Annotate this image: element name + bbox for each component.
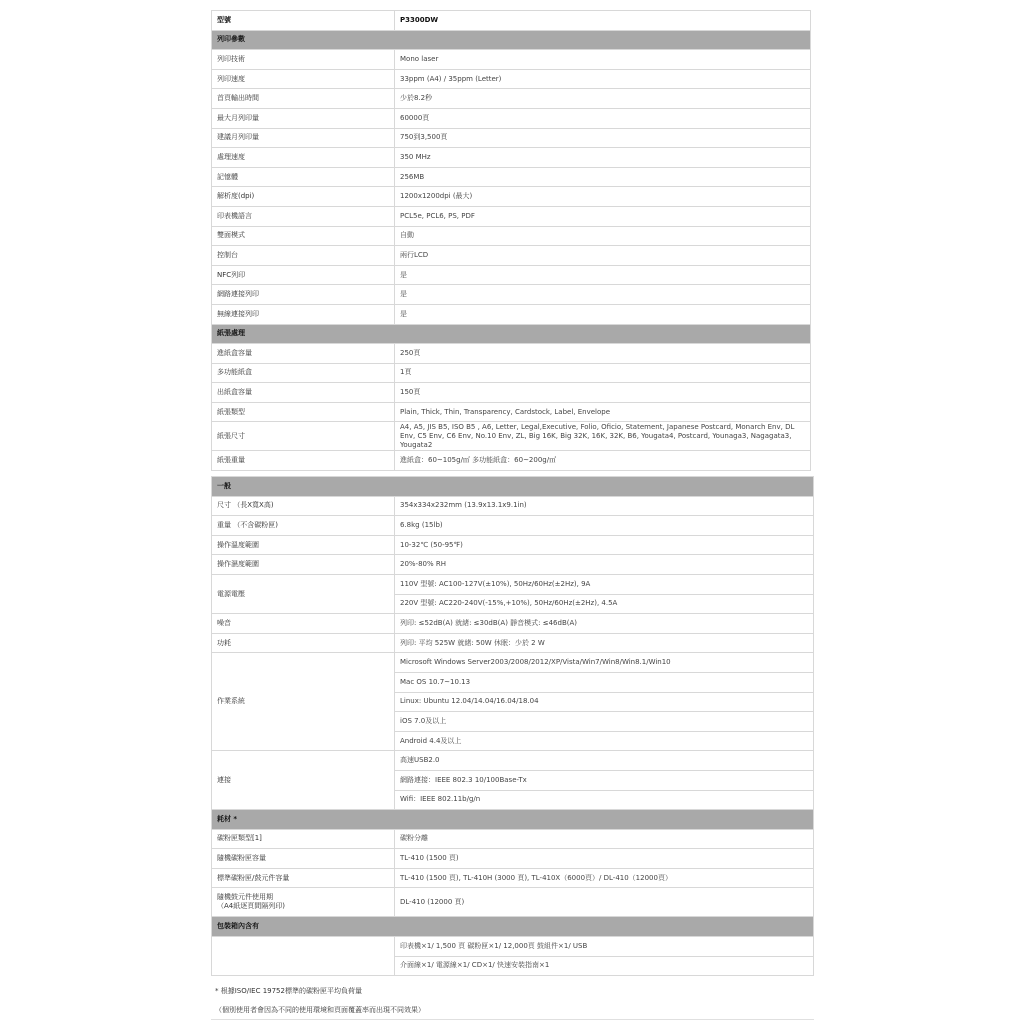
row-label: 記憶體 (212, 167, 395, 187)
section-header (212, 324, 811, 344)
row-value: Mono laser (395, 50, 811, 70)
table-row (212, 11, 811, 31)
row-value: DL-410 (12000 頁) (395, 888, 814, 917)
table-row (212, 363, 811, 383)
row-value: 6.8kg (15lb) (395, 516, 814, 536)
row-label: 進紙盒容量 (212, 344, 395, 364)
row-label: 無線連接列印 (212, 304, 395, 324)
table-row (212, 614, 814, 634)
row-label: 操作濕度範圍 (212, 555, 395, 575)
section-header (212, 477, 814, 497)
table-row (212, 574, 814, 594)
row-label: 標準碳粉匣/鼓元件容量 (212, 868, 395, 888)
row-value: 354x334x232mm (13.9x13.1x9.1in) (395, 496, 814, 516)
row-label: 操作溫度範圍 (212, 535, 395, 555)
drum-label-line-2: （A4紙逐頁間隔列印) (217, 902, 285, 911)
table-row (212, 265, 811, 285)
row-value: 256MB (395, 167, 811, 187)
row-value: 1200x1200dpi (最大) (395, 187, 811, 207)
spec-table-bottom (211, 476, 814, 976)
row-label: 重量 （不含碳粉匣) (212, 516, 395, 536)
row-value: A4, A5, JIS B5, ISO B5 , A6, Letter, Legal,Executive, Folio, Oficio, Statement, Japanese Postcard, Monarch Env, DL Env, C5 Env, C6 Env, No.10 Env, ZL, Big 16K, Big 32K, 16K, 32K, B6, Yougata4, Postcard, Younaga3, Nagagata3, Yougata2 (395, 422, 811, 451)
row-value: 兩行LCD (395, 246, 811, 266)
row-value: 20%-80% RH (395, 555, 814, 575)
table-row (212, 653, 814, 673)
table-row (212, 849, 814, 869)
row-value: 33ppm (A4) / 35ppm (Letter) (395, 69, 811, 89)
row-value: Microsoft Windows Server2003/2008/2012/XP/Vista/Win7/Win8/Win8.1/Win10 (395, 653, 814, 673)
table-row (212, 50, 811, 70)
row-label: 處理速度 (212, 148, 395, 168)
row-value: 150頁 (395, 383, 811, 403)
table-row (212, 937, 814, 957)
table-row (212, 128, 811, 148)
row-label: 控制台 (212, 246, 395, 266)
table-row (212, 829, 814, 849)
row-value: 350 MHz (395, 148, 811, 168)
row-value: 高速USB2.0 (395, 751, 814, 771)
row-label: 多功能紙盒 (212, 363, 395, 383)
row-value: 750到3,500頁 (395, 128, 811, 148)
row-label: NFC列印 (212, 265, 395, 285)
row-value: 列印: 平均 525W 就緒: 50W 休眠：少於 2 W (395, 633, 814, 653)
row-value: 介面線×1/ 電源線×1/ CD×1/ 快速安裝指南×1 (395, 956, 814, 976)
row-label: 列印技術 (212, 50, 395, 70)
section-header (212, 810, 814, 830)
row-label: 出紙盒容量 (212, 383, 395, 403)
table-row (212, 633, 814, 653)
table-row (212, 383, 811, 403)
row-label: 紙張類型 (212, 402, 395, 422)
row-label: 噪音 (212, 614, 395, 634)
row-value: 網路連接：IEEE 802.3 10/100Base-Tx (395, 770, 814, 790)
table-row (212, 226, 811, 246)
footnote-variance: （個別使用者會因為不同的使用環境和頁面覆蓋率而出現不同效果） (215, 1006, 425, 1014)
footnote-iso: * 根據ISO/IEC 19752標準的碳粉匣平均負荷量 (215, 987, 362, 995)
row-label: 建議月列印量 (212, 128, 395, 148)
row-value: 1頁 (395, 363, 811, 383)
row-value: TL-410 (1500 頁) (395, 849, 814, 869)
row-value: PCL5e, PCL6, PS, PDF (395, 206, 811, 226)
row-value: TL-410 (1500 頁), TL-410H (3000 頁), TL-410X（6000頁）/ DL-410（12000頁） (395, 868, 814, 888)
table-row (212, 451, 811, 471)
table-row (212, 555, 814, 575)
section-header (212, 30, 811, 50)
row-value: 進紙盒：60~105g/㎡ 多功能紙盒：60~200g/㎡ (395, 451, 811, 471)
row-label: 隨機碳粉匣容量 (212, 849, 395, 869)
table-row (212, 187, 811, 207)
row-label: 印表機語言 (212, 206, 395, 226)
row-value: 220V 型號: AC220-240V(-15%,+10%), 50Hz/60Hz(±2Hz), 4.5A (395, 594, 814, 614)
row-value: Android 4.4及以上 (395, 731, 814, 751)
row-value: 60000頁 (395, 108, 811, 128)
row-label: 電源電壓 (212, 574, 395, 613)
row-value: Linux: Ubuntu 12.04/14.04/16.04/18.04 (395, 692, 814, 712)
table-row (212, 516, 814, 536)
row-label-empty (212, 937, 395, 976)
row-value: 印表機×1/ 1,500 頁 碳粉匣×1/ 12,000頁 鼓組件×1/ USB (395, 937, 814, 957)
row-label: 連接 (212, 751, 395, 810)
row-value: 10-32℃ (50-95℉) (395, 535, 814, 555)
table-row (212, 285, 811, 305)
row-value: 是 (395, 265, 811, 285)
row-value: Mac OS 10.7~10.13 (395, 672, 814, 692)
table-row (212, 496, 814, 516)
row-value: 碳粉分離 (395, 829, 814, 849)
table-row (212, 535, 814, 555)
row-value: 少於8.2秒 (395, 89, 811, 109)
row-label: 首頁輸出時間 (212, 89, 395, 109)
row-label: 雙面模式 (212, 226, 395, 246)
table-row (212, 304, 811, 324)
row-label: 尺寸 （長X寬X高) (212, 496, 395, 516)
table-row (212, 868, 814, 888)
bottom-divider (211, 1019, 814, 1020)
row-value: 是 (395, 285, 811, 305)
row-label: 功耗 (212, 633, 395, 653)
table-row (212, 148, 811, 168)
drum-label-line-1: 隨機鼓元件使用期 (217, 893, 273, 902)
section-consumables-title: 耗材 * (212, 810, 814, 830)
model-label: 型號 (212, 11, 395, 31)
row-value: 250頁 (395, 344, 811, 364)
table-row (212, 422, 811, 451)
row-value: 是 (395, 304, 811, 324)
row-value: Plain, Thick, Thin, Transparency, Cardstock, Label, Envelope (395, 402, 811, 422)
table-row (212, 888, 814, 917)
row-label: 紙張重量 (212, 451, 395, 471)
row-label: 網路連接列印 (212, 285, 395, 305)
row-label: 列印速度 (212, 69, 395, 89)
section-print-title: 列印參數 (212, 30, 811, 50)
row-value: iOS 7.0及以上 (395, 712, 814, 732)
row-label: 最大月列印量 (212, 108, 395, 128)
table-row (212, 751, 814, 771)
row-value: 110V 型號: AC100-127V(±10%), 50Hz/60Hz(±2Hz), 9A (395, 574, 814, 594)
table-row (212, 344, 811, 364)
row-label: 碳粉匣類型[1] (212, 829, 395, 849)
row-label: 紙張尺寸 (212, 422, 395, 451)
table-row (212, 206, 811, 226)
row-value: 自動 (395, 226, 811, 246)
table-row (212, 108, 811, 128)
section-paper-title: 紙張處理 (212, 324, 811, 344)
section-general-title: 一般 (212, 477, 814, 497)
row-value: Wifi：IEEE 802.11b/g/n (395, 790, 814, 810)
table-row (212, 246, 811, 266)
table-row (212, 167, 811, 187)
section-box-title: 包裝箱內含有 (212, 917, 814, 937)
table-row (212, 69, 811, 89)
model-value: P3300DW (395, 11, 811, 31)
table-row (212, 89, 811, 109)
table-row (212, 402, 811, 422)
row-label: 作業系統 (212, 653, 395, 751)
row-label: 解析度(dpi) (212, 187, 395, 207)
section-header (212, 917, 814, 937)
row-label (212, 888, 395, 917)
row-value: 列印: ≤52dB(A) 就緒: ≤30dB(A) 靜音模式: ≤46dB(A) (395, 614, 814, 634)
spec-table-top (211, 10, 811, 471)
